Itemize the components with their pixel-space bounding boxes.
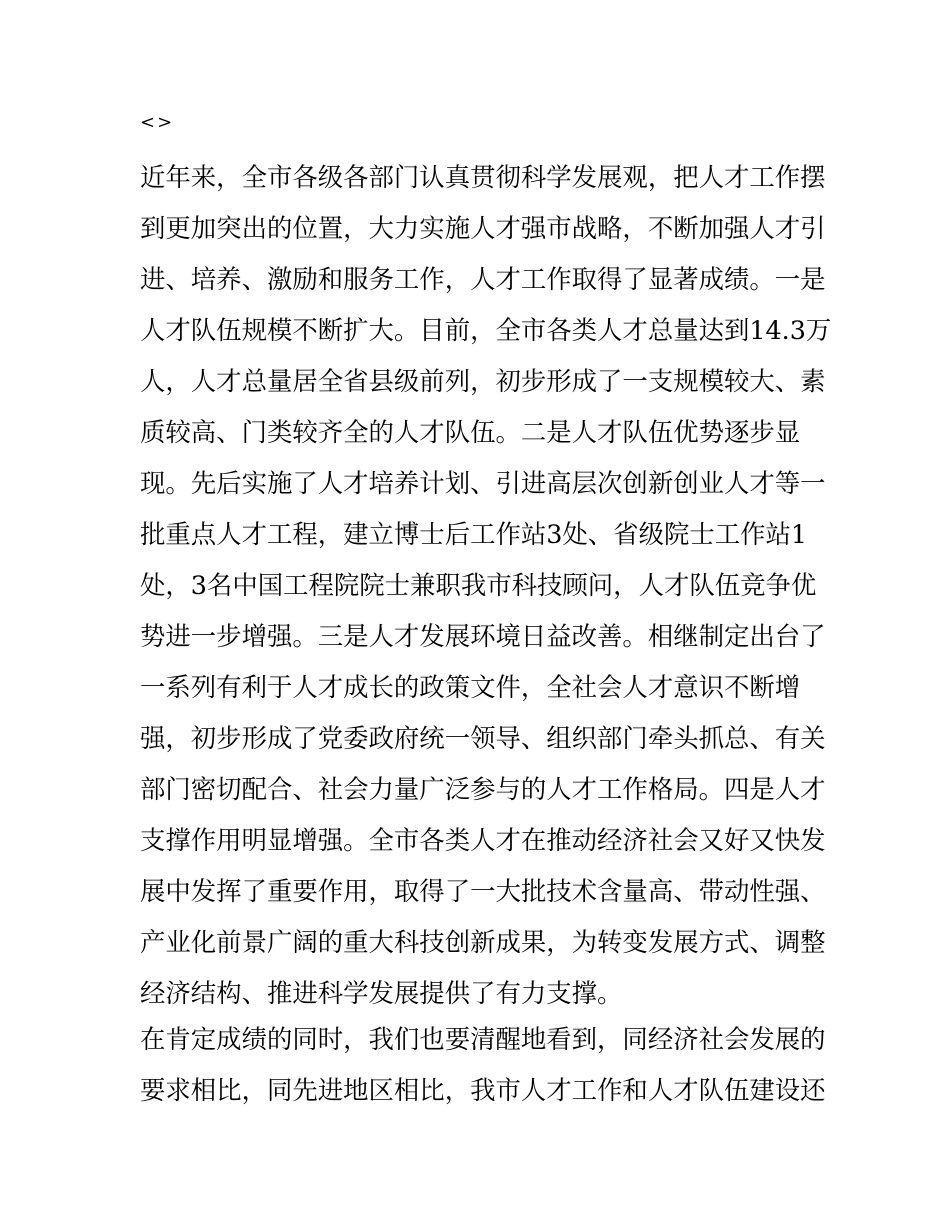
text-line: 到更加突出的位置，大力实施人才强市战略，不断加强人才引	[140, 213, 826, 243]
text-line: 人才队伍规模不断扩大。目前，全市各类人才总量达到14.3万	[140, 315, 832, 345]
text-line: 势进一步增强。三是人才发展环境日益改善。相继制定出台了	[140, 621, 826, 651]
text-line: 近年来，全市各级各部门认真贯彻科学发展观，把人才工作摆	[140, 162, 826, 192]
text-line: 进、培养、激励和服务工作，人才工作取得了显著成绩。一是	[140, 264, 826, 294]
text-line: 产业化前景广阔的重大科技创新成果，为转变发展方式、调整	[140, 927, 826, 957]
text-line: 现。先后实施了人才培养计划、引进高层次创新创业人才等一	[140, 468, 826, 498]
text-line: 质较高、门类较齐全的人才队伍。二是人才队伍优势逐步显	[140, 417, 801, 447]
text-line: 在肯定成绩的同时，我们也要清醒地看到，同经济社会发展的	[140, 1024, 826, 1054]
page-marker: <>	[140, 112, 175, 133]
text-line: 强，初步形成了党委政府统一领导、组织部门牵头抓总、有关	[140, 723, 826, 753]
text-line: 展中发挥了重要作用，取得了一大批技术含量高、带动性强、	[140, 876, 826, 906]
text-line: 处，3名中国工程院院士兼职我市科技顾问，人才队伍竞争优	[140, 570, 817, 600]
text-line: 要求相比，同先进地区相比，我市人才工作和人才队伍建设还	[140, 1075, 826, 1105]
text-line: 部门密切配合、社会力量广泛参与的人才工作格局。四是人才	[140, 774, 826, 804]
text-line: 一系列有利于人才成长的政策文件，全社会人才意识不断增	[140, 672, 801, 702]
text-line: 人，人才总量居全省县级前列，初步形成了一支规模较大、素	[140, 366, 826, 396]
text-line: 支撑作用明显增强。全市各类人才在推动经济社会又好又快发	[140, 825, 826, 855]
text-line: 经济结构、推进科学发展提供了有力支撑。	[140, 978, 623, 1008]
text-line: 批重点人才工程，建立博士后工作站3处、省级院士工作站1	[140, 519, 808, 549]
